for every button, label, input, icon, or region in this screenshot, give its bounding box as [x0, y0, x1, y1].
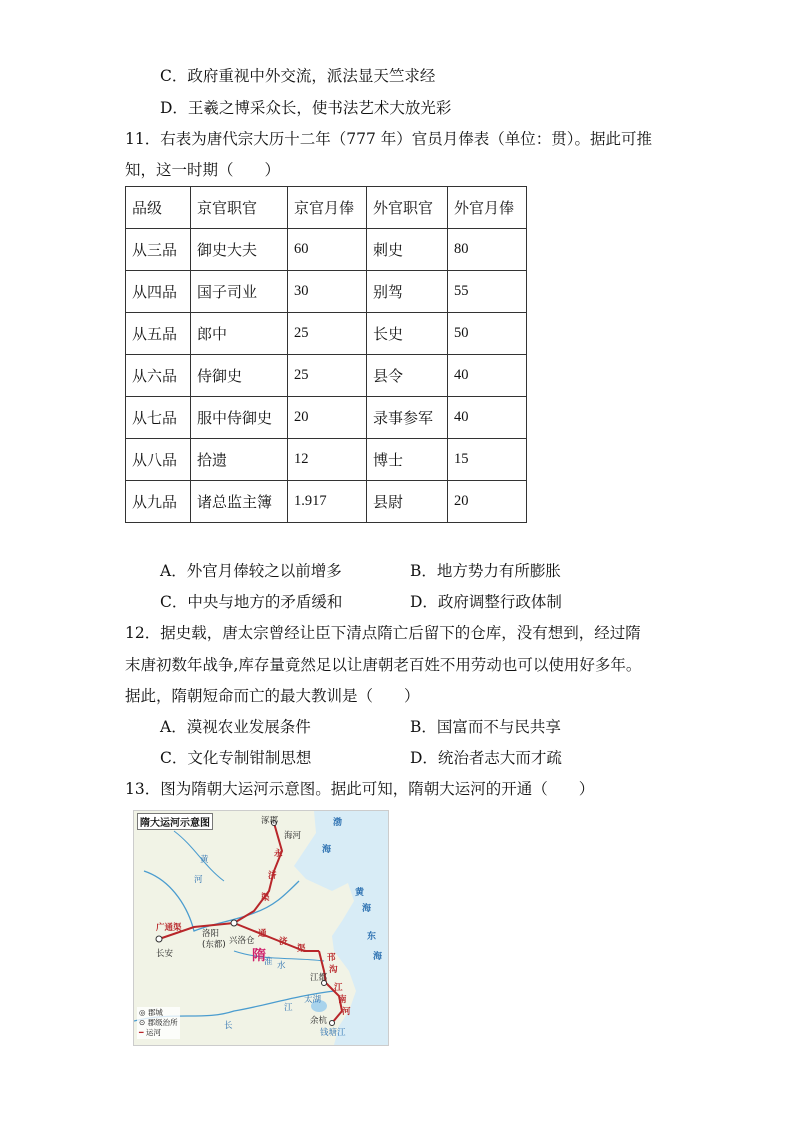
label-hangou-2: 沟 [329, 965, 338, 975]
label-chang: 长 [224, 1021, 233, 1031]
label-qiantangjiang: 钱塘江 [320, 1028, 346, 1038]
table-cell: 从四品 [126, 271, 191, 313]
table-cell: 诸总监主簿 [191, 481, 288, 523]
q11-stem-line2: 知，这一时期（ ） [125, 161, 281, 179]
legend-item: ━ 运河 [139, 1028, 161, 1037]
label-haihe: 海河 [284, 831, 302, 841]
table-cell: 25 [288, 355, 367, 397]
label-jiang: 江 [284, 1003, 293, 1013]
label-huai: 淮 [264, 957, 273, 967]
label-guangtongqu: 广通渠 [156, 923, 182, 933]
q12-stem-line1: 12．据史载，唐太宗曾经让臣下清点隋亡后留下的仓库，没有想到，经过隋 [125, 624, 641, 642]
label-tongji-2: 济 [279, 937, 288, 947]
label-jiangnan-3: 河 [342, 1007, 351, 1017]
grand-canal-map [133, 810, 389, 1046]
table-cell: 录事参军 [367, 397, 448, 439]
table-cell: 20 [448, 481, 527, 523]
label-sui: 隋 [252, 948, 266, 964]
yuhang-marker [330, 1021, 335, 1026]
table-cell: 40 [448, 397, 527, 439]
legend-label: 郡级治所 [147, 1018, 178, 1027]
label-jiangdu: 江都 [310, 973, 328, 983]
table-cell: 55 [448, 271, 527, 313]
table-cell: 别驾 [367, 271, 448, 313]
label-dongdu: (东都) [202, 940, 226, 950]
label-huanghai: 黄 [353, 887, 363, 896]
legend-label: 运河 [145, 1028, 161, 1037]
label-hangou-1: 邗 [327, 953, 336, 963]
table-cell: 40 [448, 355, 527, 397]
table-cell: 1.917 [288, 481, 367, 523]
label-taihu: 太湖 [304, 995, 322, 1005]
label-jiangnan-2: 南 [338, 995, 347, 1005]
table-cell: 30 [288, 271, 367, 313]
table-header-row [126, 187, 527, 229]
table-header-cell: 外官月俸 [448, 187, 527, 229]
table-row [126, 397, 527, 439]
table-row [126, 355, 527, 397]
label-yongji-2: 济 [268, 871, 277, 881]
label-huang: 黄 [200, 855, 209, 865]
table-cell: 从五品 [126, 313, 191, 355]
table-row [126, 271, 527, 313]
label-yuhang: 余杭 [310, 1016, 328, 1026]
table-cell: 从八品 [126, 439, 191, 481]
table-cell: 50 [448, 313, 527, 355]
label-jiangnan-1: 江 [334, 983, 343, 993]
luoyang-marker [231, 920, 237, 926]
q12-stem-line3: 据此，隋朝短命而亡的最大教训是（ ） [125, 687, 420, 705]
map-legend [137, 1007, 180, 1039]
label-xingluocang: 兴洛仓 [229, 936, 255, 946]
q12-stem-line2: 末唐初数年战争,库存量竟然足以让唐朝老百姓不用劳动也可以使用好多年。 [125, 656, 642, 674]
table-header-cell: 品级 [126, 187, 191, 229]
table-cell: 郎中 [191, 313, 288, 355]
label-donghai-2: 海 [371, 951, 381, 960]
q12-option-a: A．漠视农业发展条件 [160, 718, 311, 736]
map-title: 隋大运河示意图 [137, 813, 213, 830]
label-yongji-3: 渠 [261, 893, 270, 903]
label-bohai: 渤 [331, 817, 341, 826]
table-cell: 从九品 [126, 481, 191, 523]
table-cell: 长史 [367, 313, 448, 355]
table-row [126, 229, 527, 271]
q11-option-d: D．政府调整行政体制 [410, 593, 562, 611]
table-cell: 15 [448, 439, 527, 481]
table-row [126, 439, 527, 481]
label-tongji-1: 通 [258, 929, 267, 939]
label-changan: 长安 [156, 949, 174, 959]
table-cell: 12 [288, 439, 367, 481]
table-header-cell: 京官月俸 [288, 187, 367, 229]
label-luoyang: 洛阳 [202, 929, 220, 939]
label-donghai: 东 [365, 931, 375, 940]
salary-table [125, 186, 527, 523]
table-row [126, 481, 527, 523]
table-cell: 服中侍御史 [191, 397, 288, 439]
label-tongji-3: 渠 [297, 944, 306, 954]
q12-option-c: C．文化专制钳制思想 [160, 749, 312, 767]
table-cell: 刺史 [367, 229, 448, 271]
label-yongji-1: 永 [274, 849, 283, 859]
table-header-cell: 外官职官 [367, 187, 448, 229]
table-cell: 御史大夫 [191, 229, 288, 271]
q13-stem: 13．图为隋朝大运河示意图。据此可知，隋朝大运河的开通（ ） [125, 780, 595, 798]
table-cell: 国子司业 [191, 271, 288, 313]
table-cell: 从六品 [126, 355, 191, 397]
label-huanghai-2: 海 [360, 903, 370, 912]
table-cell: 拾遗 [191, 439, 288, 481]
legend-item: ⊙ 郡级治所 [139, 1018, 178, 1027]
table-cell: 20 [288, 397, 367, 439]
table-cell: 从七品 [126, 397, 191, 439]
table-cell: 博士 [367, 439, 448, 481]
table-row [126, 313, 527, 355]
table-cell: 从三品 [126, 229, 191, 271]
legend-item: ◎ 郡城 [139, 1008, 163, 1017]
changan-marker [156, 936, 162, 942]
table-cell: 80 [448, 229, 527, 271]
q11-option-c: C．中央与地方的矛盾缓和 [160, 593, 343, 611]
label-zhuojun: 涿郡 [261, 816, 279, 826]
q10-option-d: D．王羲之博采众长，使书法艺术大放光彩 [160, 99, 452, 117]
table-cell: 县尉 [367, 481, 448, 523]
q10-option-c: C．政府重视中外交流，派法显天竺求经 [160, 67, 436, 85]
table-cell: 60 [288, 229, 367, 271]
label-bohai-hai: 海 [320, 844, 330, 853]
table-cell: 25 [288, 313, 367, 355]
q12-option-d: D．统治者志大而才疏 [410, 749, 562, 767]
q11-option-b: B．地方势力有所膨胀 [410, 562, 561, 580]
table-cell: 县令 [367, 355, 448, 397]
q11-stem-line1: 11．右表为唐代宗大历十二年（777 年）官员月俸表（单位：贯）。据此可推 [125, 130, 652, 148]
table-cell: 侍御史 [191, 355, 288, 397]
q11-option-a: A．外官月俸较之以前增多 [160, 562, 342, 580]
q12-option-b: B．国富而不与民共享 [410, 718, 561, 736]
label-shui: 水 [277, 961, 286, 971]
legend-label: 郡城 [147, 1008, 163, 1017]
table-header-cell: 京官职官 [191, 187, 288, 229]
label-he: 河 [194, 875, 203, 885]
